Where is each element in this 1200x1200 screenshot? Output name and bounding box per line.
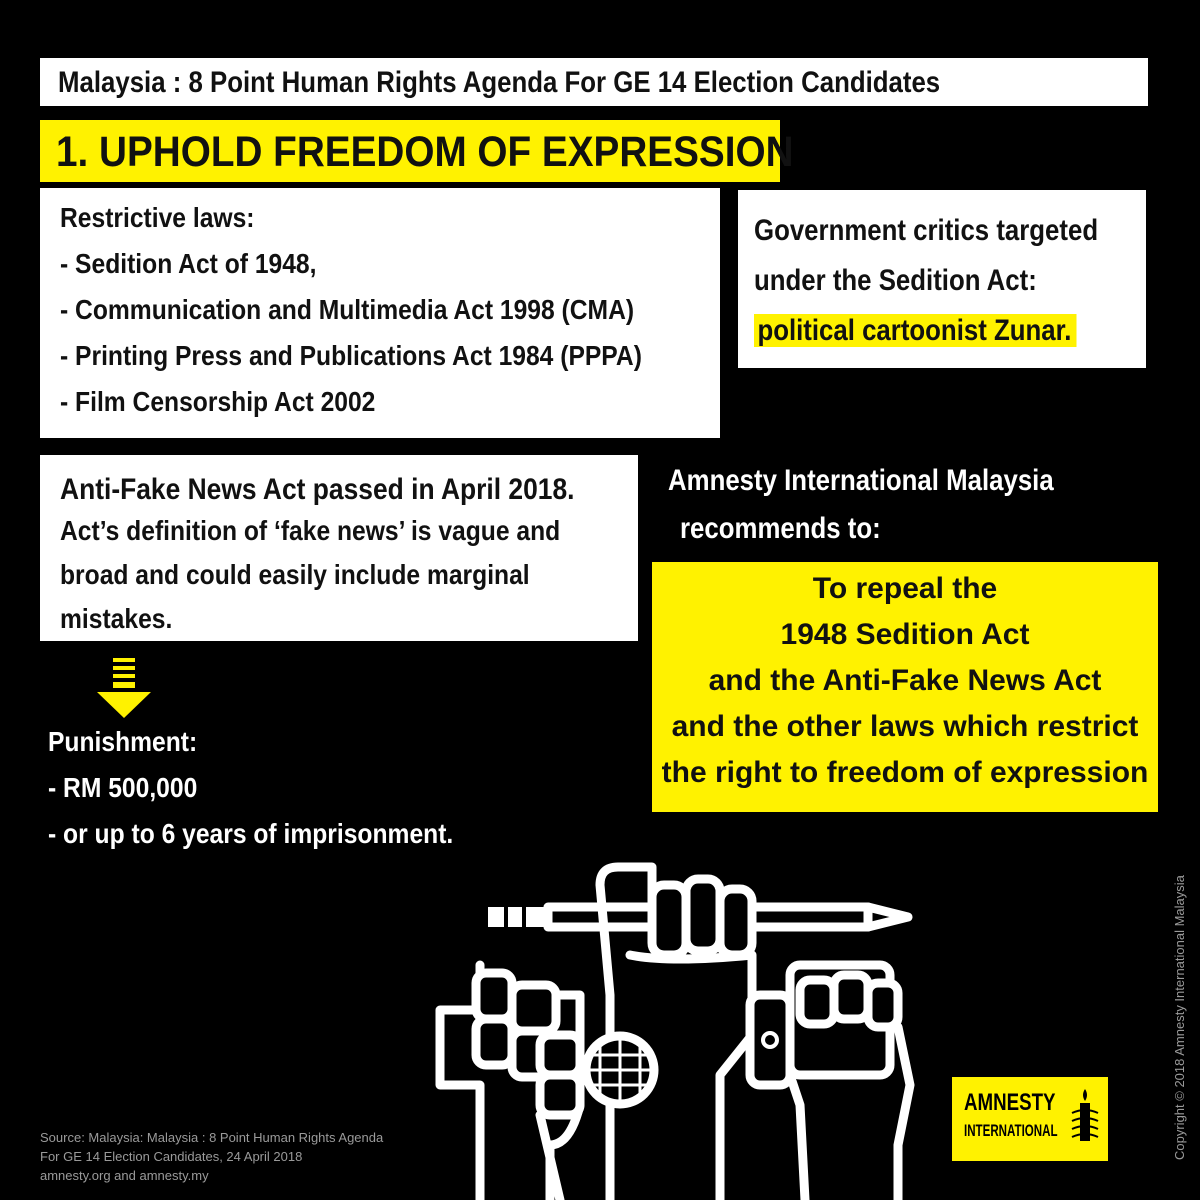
punishment-item: - or up to 6 years of imprisonment.: [48, 818, 454, 849]
recommend-heading: recommends to:: [680, 512, 881, 545]
punishment-item: - RM 500,000: [48, 772, 198, 803]
headline: 1. UPHOLD FREEDOM OF EXPRESSION: [56, 128, 794, 176]
restrictive-laws-box: [40, 188, 720, 438]
copyright: Copyright © 2018 Amnesty International Malaysia: [1172, 875, 1187, 1160]
law-item: - Film Censorship Act 2002: [60, 386, 376, 417]
amnesty-logo: [952, 1077, 1108, 1161]
laws-heading: Restrictive laws:: [60, 202, 255, 233]
recommend-line: 1948 Sedition Act: [780, 618, 1030, 651]
fake-news-line: mistakes.: [60, 603, 173, 634]
arrow-down-icon: [95, 658, 155, 722]
recommend-line: the right to freedom of expression: [661, 756, 1149, 789]
recommend-heading: Amnesty International Malaysia: [668, 464, 1054, 497]
raised-fists-icon: [420, 845, 940, 1200]
title-bar: [40, 58, 1148, 106]
source-line: Source: Malaysia: Malaysia : 8 Point Human Rights Agenda: [40, 1130, 384, 1145]
recommend-line: and the other laws which restrict: [671, 710, 1139, 743]
fake-news-line: broad and could easily include marginal: [60, 559, 530, 590]
critics-box: [738, 190, 1146, 368]
microphone-icon: [540, 1035, 654, 1200]
critics-line: under the Sedition Act:: [754, 264, 1037, 297]
page-title: Malaysia : 8 Point Human Rights Agenda For GE 14 Election Candidates: [58, 66, 941, 99]
candle-icon: [1070, 1087, 1100, 1151]
recommend-line: To repeal the: [812, 572, 998, 605]
source-line: amnesty.org and amnesty.my: [40, 1168, 209, 1183]
punishment-heading: Punishment:: [48, 726, 198, 757]
fake-news-box: [40, 455, 638, 641]
law-item: - Sedition Act of 1948,: [60, 248, 317, 279]
critics-line: Government critics targeted: [754, 214, 1099, 247]
logo-text: INTERNATIONAL: [964, 1121, 1058, 1140]
phone-fist-icon: [750, 965, 910, 1200]
logo-text: AMNESTY: [964, 1089, 1056, 1116]
fake-news-line: Act’s definition of ‘fake news’ is vague and: [60, 515, 561, 546]
headline-banner: [40, 120, 794, 182]
critics-highlight: political cartoonist Zunar.: [754, 314, 1077, 347]
recommendation-box: [652, 562, 1158, 812]
law-item: - Printing Press and Publications Act 1984 (PPPA): [60, 340, 642, 371]
source-line: For GE 14 Election Candidates, 24 April 2018: [40, 1149, 303, 1164]
recommend-line: and the Anti-Fake News Act: [708, 664, 1102, 697]
law-item: - Communication and Multimedia Act 1998 (CMA): [60, 294, 635, 325]
fake-news-line: Anti-Fake News Act passed in April 2018.: [60, 473, 575, 506]
